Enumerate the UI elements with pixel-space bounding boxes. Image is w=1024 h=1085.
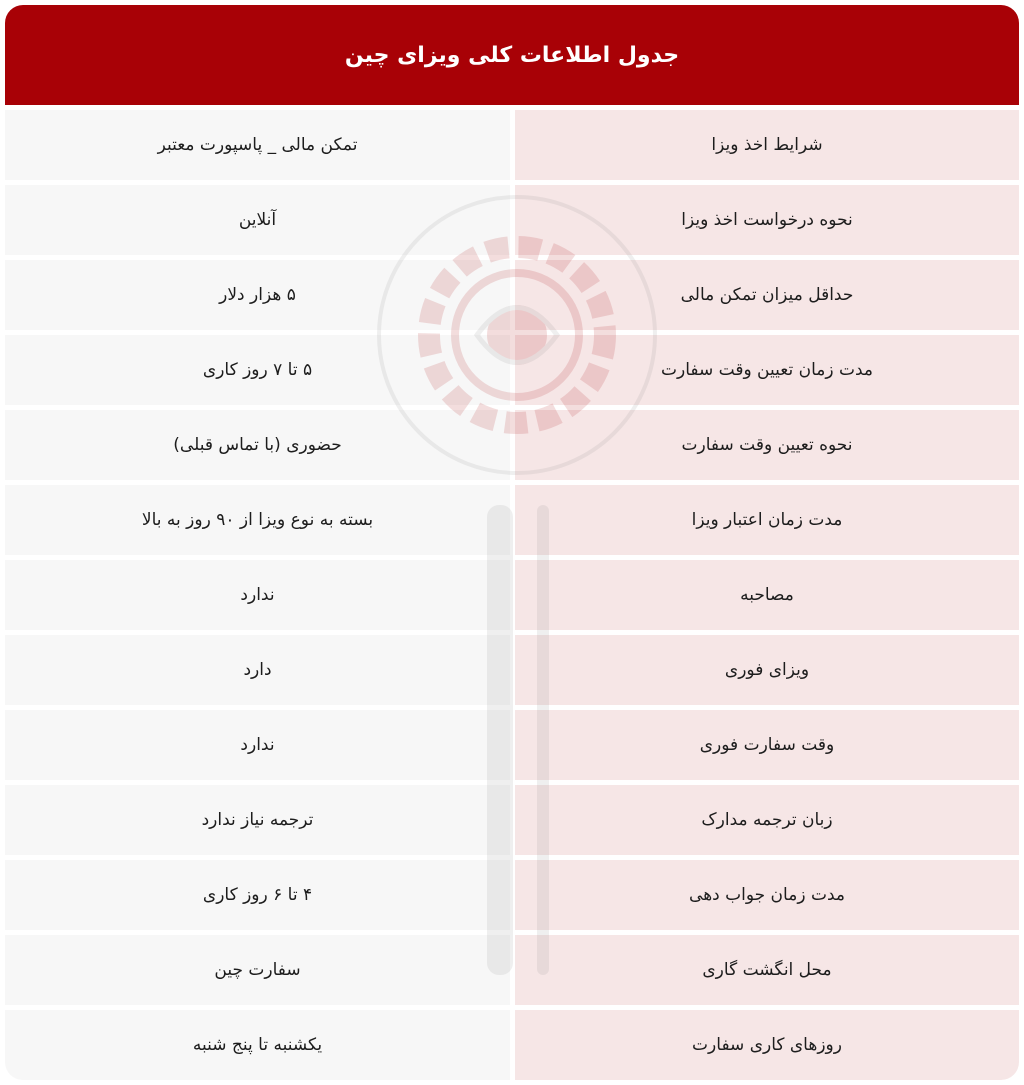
row-label: نحوه تعیین وقت سفارت: [515, 410, 1019, 480]
table-row: [5, 110, 1019, 180]
row-value: بسته به نوع ویزا از ۹۰ روز به بالا: [5, 485, 510, 555]
row-label: نحوه درخواست اخذ ویزا: [515, 185, 1019, 255]
row-value: حضوری (با تماس قبلی): [5, 410, 510, 480]
row-label: زبان ترجمه مدارک: [515, 785, 1019, 855]
table-body: [5, 110, 1019, 1080]
row-label: مدت زمان جواب دهی: [515, 860, 1019, 930]
row-value: سفارت چین: [5, 935, 510, 1005]
row-value: تمکن مالی _ پاسپورت معتبر: [5, 110, 510, 180]
table-row: [5, 635, 1019, 705]
table-row: [5, 785, 1019, 855]
row-label: مدت زمان تعیین وقت سفارت: [515, 335, 1019, 405]
row-value: ندارد: [5, 710, 510, 780]
table-row: [5, 410, 1019, 480]
visa-info-table: [5, 5, 1019, 1080]
row-value: یکشنبه تا پنج شنبه: [5, 1010, 510, 1080]
table-title: جدول اطلاعات کلی ویزای چین: [344, 42, 680, 68]
row-label: مصاحبه: [515, 560, 1019, 630]
table-row: [5, 935, 1019, 1005]
row-label: وقت سفارت فوری: [515, 710, 1019, 780]
row-label: حداقل میزان تمکن مالی: [515, 260, 1019, 330]
table-row: [5, 1010, 1019, 1080]
table-row: [5, 560, 1019, 630]
row-label: مدت زمان اعتبار ویزا: [515, 485, 1019, 555]
row-value: ۴ تا ۶ روز کاری: [5, 860, 510, 930]
table-row: [5, 260, 1019, 330]
table-header: [5, 5, 1019, 105]
table-row: [5, 710, 1019, 780]
row-value: ۵ تا ۷ روز کاری: [5, 335, 510, 405]
row-value: ۵ هزار دلار: [5, 260, 510, 330]
row-label: محل انگشت گاری: [515, 935, 1019, 1005]
row-value: ندارد: [5, 560, 510, 630]
row-value: دارد: [5, 635, 510, 705]
row-label: شرایط اخذ ویزا: [515, 110, 1019, 180]
row-value: آنلاین: [5, 185, 510, 255]
table-row: [5, 185, 1019, 255]
row-value: ترجمه نیاز ندارد: [5, 785, 510, 855]
row-label: ویزای فوری: [515, 635, 1019, 705]
row-label: روزهای کاری سفارت: [515, 1010, 1019, 1080]
table-row: [5, 485, 1019, 555]
table-row: [5, 335, 1019, 405]
table-row: [5, 860, 1019, 930]
